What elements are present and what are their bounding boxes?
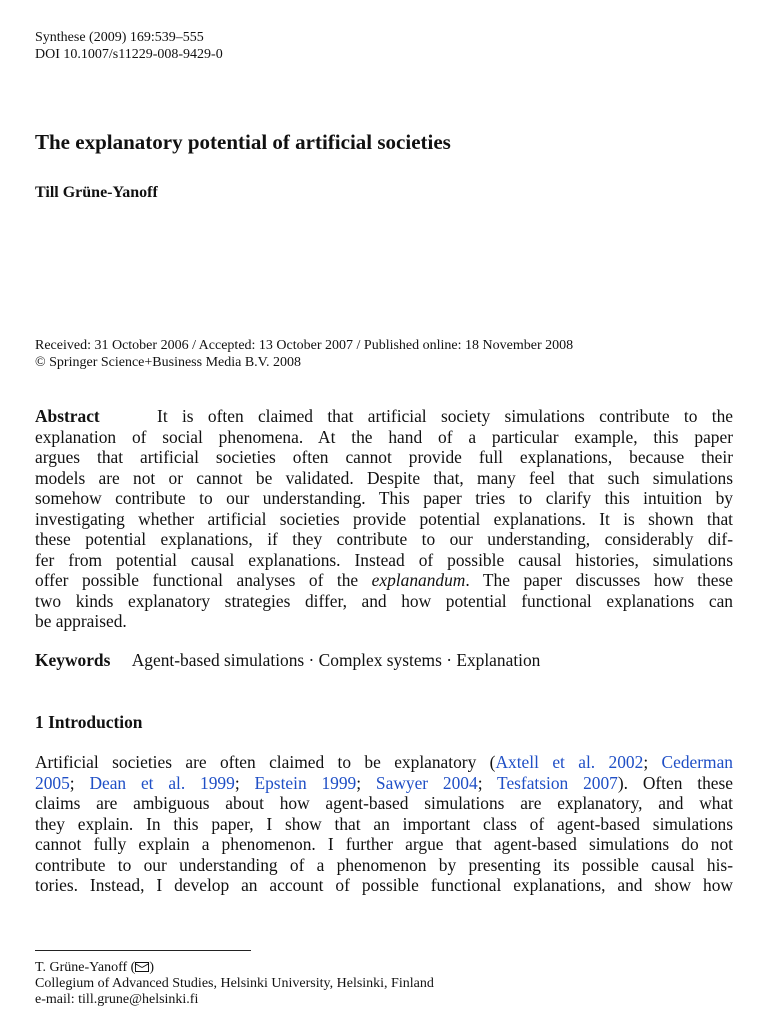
paper-title: The explanatory potential of artificial societies xyxy=(35,130,451,154)
citation-separator: ; xyxy=(234,772,255,793)
publication-dates xyxy=(35,337,573,371)
citation-separator: ; xyxy=(477,772,498,793)
citation-tesfatsion-2007[interactable]: Tesfatsion 2007 xyxy=(497,772,618,793)
footnote-author-name: T. Grüne-Yanoff ( xyxy=(35,960,136,975)
citation-epstein-1999[interactable]: Epstein 1999 xyxy=(254,772,357,793)
keywords-label: Keywords xyxy=(35,650,111,670)
abstract-line xyxy=(35,570,733,591)
abstract-line: argues that artificial societies often cannot provide full explanations, because their xyxy=(35,447,733,467)
intro-line: contribute to our understanding of a phenomenon by presenting its possible causal his- xyxy=(35,854,733,875)
abstract-line: explanation of social phenomena. At the hand of a particular example, this paper xyxy=(35,426,733,447)
intro-line: claims are ambiguous about how agent-based simulations are explanatory, and what xyxy=(35,793,733,813)
author-footnote xyxy=(35,960,434,1008)
footnote-affiliation: Collegium of Advanced Studies, Helsinki University, Helsinki, Finland xyxy=(35,976,434,991)
abstract-line: these potential explanations, if they contribute to our understanding, considerably dif- xyxy=(35,529,733,549)
section-heading xyxy=(35,712,142,733)
keywords xyxy=(35,650,540,671)
intro-line: tories. Instead, I develop an account of possible functional explanations, and show how xyxy=(35,875,733,895)
introduction-paragraph xyxy=(35,752,733,896)
citation-dean-1999[interactable]: Dean et al. 1999 xyxy=(89,772,235,793)
abstract-line-text: It is often claimed that artificial society simulations contribute to the xyxy=(157,406,733,426)
section-title: Introduction xyxy=(48,712,143,732)
citation-separator: ; xyxy=(643,752,662,772)
paper-page xyxy=(35,0,733,1024)
section-number: 1 xyxy=(35,712,44,732)
intro-line: they explain. In this paper, I show that an important class of agent-based simulations xyxy=(35,813,733,834)
abstract-text: . The paper discusses how these xyxy=(465,570,733,590)
intro-line: cannot fully explain a phenomenon. I further argue that agent-based simulations do not xyxy=(35,834,733,854)
citation-cederman-2005-year[interactable]: 2005 xyxy=(35,772,70,793)
journal-header xyxy=(35,29,223,63)
abstract-line: be appraised. xyxy=(35,611,127,631)
abstract-line: fer from potential causal explanations. Instead of possible causal histories, simulations xyxy=(35,549,733,570)
citation-cederman-2005[interactable]: Cederman xyxy=(661,752,733,772)
abstract-line: models are not or cannot be validated. Despite that, many feel that such simulations xyxy=(35,467,733,488)
citation-separator: ; xyxy=(356,772,376,793)
citation-separator: ; xyxy=(69,772,90,793)
intro-line xyxy=(35,752,733,773)
abstract xyxy=(35,406,733,632)
received-accepted-published: Received: 31 October 2006 / Accepted: 13 October 2007 / Published online: 18 November 2008 xyxy=(35,338,574,353)
citation-axtell-2002[interactable]: Axtell et al. 2002 xyxy=(495,752,644,772)
abstract-line: somehow contribute to our understanding. This paper tries to clarify this intuition by xyxy=(35,488,733,508)
abstract-line: investigating whether artificial societies provide potential explanations. It is shown that xyxy=(35,508,733,529)
envelope-icon xyxy=(135,962,149,972)
footnote-author xyxy=(35,960,434,976)
abstract-label: Abstract xyxy=(35,406,100,426)
abstract-line: two kinds explanatory strategies differ, and how potential functional explanations can xyxy=(35,590,733,611)
author-name: Till Grüne-Yanoff xyxy=(35,184,158,201)
citation-sawyer-2004[interactable]: Sawyer 2004 xyxy=(375,772,478,793)
abstract-text: offer possible functional analyses of the xyxy=(35,570,372,590)
copyright: © Springer Science+Business Media B.V. 2008 xyxy=(35,355,301,370)
intro-text: Artificial societies are often claimed to be explanatory ( xyxy=(35,752,496,772)
intro-text: ). Often these xyxy=(617,772,733,793)
explanandum-term: explanandum xyxy=(371,570,466,590)
intro-line xyxy=(35,773,733,794)
journal-citation: Synthese (2009) 169:539–555 xyxy=(35,30,204,45)
footnote-email[interactable]: e-mail: till.grune@helsinki.fi xyxy=(35,992,199,1007)
footnote-paren: ) xyxy=(149,960,154,975)
footnote-divider xyxy=(35,950,251,951)
keywords-list: Agent-based simulations · Complex systems · Explanation xyxy=(131,650,541,670)
abstract-line xyxy=(35,406,733,427)
doi: DOI 10.1007/s11229-008-9429-0 xyxy=(35,47,223,62)
